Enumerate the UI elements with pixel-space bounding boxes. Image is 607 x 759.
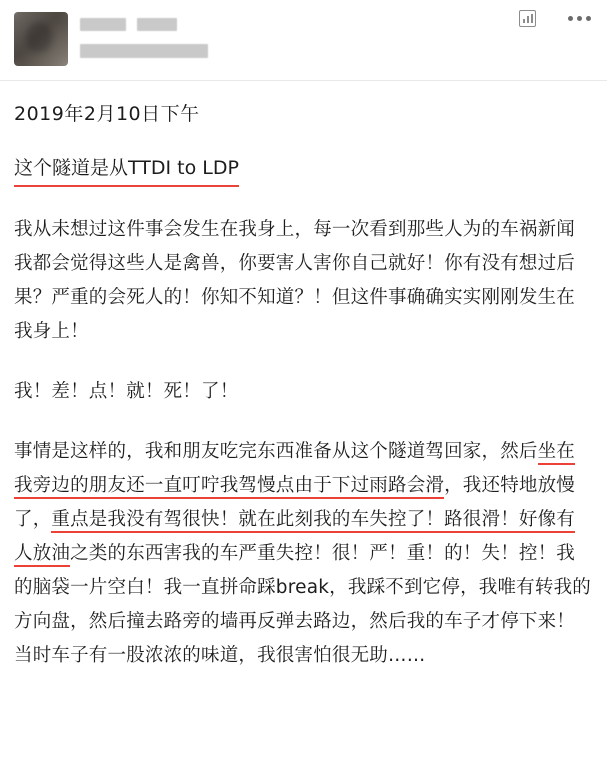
- chart-bar-icon[interactable]: [519, 10, 536, 27]
- story-underlined-1: 坐在我旁边的朋友还一直叮咛我驾慢点由于下过雨路会滑: [14, 441, 575, 499]
- bottom-fade: [0, 733, 607, 759]
- redaction-block: [137, 18, 177, 31]
- more-options-icon[interactable]: [566, 10, 593, 27]
- post-headline-wrap: [14, 152, 593, 213]
- story-part-1: 事情是这样的，我和朋友吃完东西准备从这个隧道驾回家，然后: [14, 441, 538, 462]
- post-headline: 这个隧道是从TTDI to LDP: [14, 152, 239, 187]
- post-paragraph-1: 我从未想过这件事会发生在我身上，每一次看到那些人为的车祸新闻我都会觉得这些人是禽兽，你要害人害你自己就好！你有没有想过后果？严重的会死人的！你知不知道？！但这件事确确实实刚刚发生在我身上！: [14, 219, 576, 342]
- author-handle-redacted: [80, 40, 593, 59]
- post-paragraph-2: 我！差！点！就！死！了！: [14, 381, 239, 402]
- redaction-block: [80, 18, 126, 31]
- story-part-3: 之类的东西害我的车严重失控！很！严！重！的！失！控！我的脑袋一片空白！我一直拼命踩break，我踩不到它停，我唯有转我的方向盘，然后撞去路旁的墙再反弹去路边，然后我的车子才停下来！当时车子有一股浓浓的味道，我很害怕很无助……: [14, 543, 591, 666]
- avatar-blur-overlay: [14, 12, 68, 66]
- author-identity[interactable]: [80, 14, 593, 59]
- post-content: [0, 99, 607, 673]
- author-name-redacted: [80, 14, 593, 33]
- post-story: [14, 435, 593, 673]
- redaction-block: [80, 44, 208, 58]
- story-part-2: ，我还特地放慢了，: [14, 475, 576, 530]
- post-header: [0, 0, 607, 78]
- header-actions: [519, 10, 593, 27]
- header-divider: [0, 80, 607, 81]
- avatar[interactable]: [14, 12, 68, 66]
- story-underlined-2: 重点是我没有驾很快！就在此刻我的车失控了！路很滑！好像有人放油: [14, 509, 575, 567]
- post-date: 2019年2月10日下午: [14, 103, 200, 125]
